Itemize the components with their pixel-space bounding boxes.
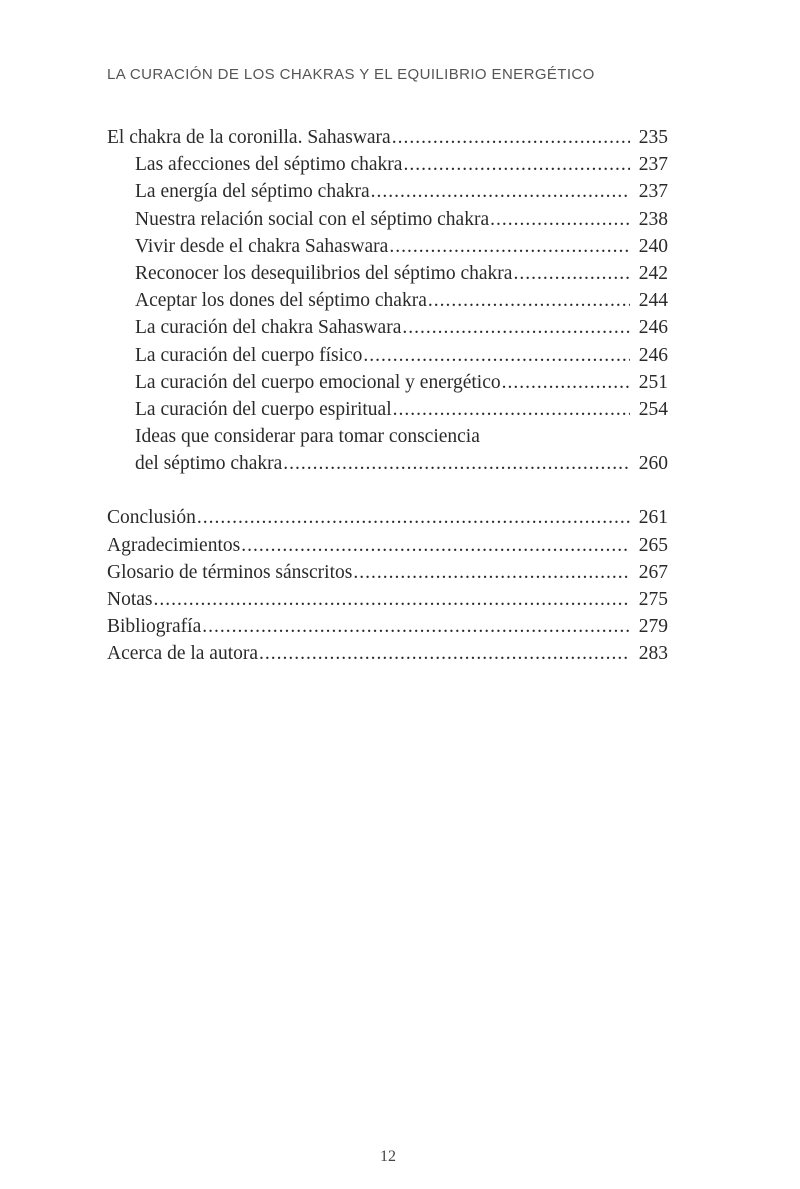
toc-entry-page: 246	[638, 317, 668, 339]
dot-leader	[502, 369, 630, 396]
table-of-contents	[107, 124, 668, 668]
toc-entry	[107, 369, 668, 396]
toc-entry	[107, 151, 668, 178]
toc-entry-title: Conclusión	[107, 507, 196, 529]
toc-entry-title: Agradecimientos	[107, 534, 241, 556]
toc-entry-page: 246	[638, 344, 668, 366]
toc-entry-page: 251	[638, 371, 668, 393]
dot-leader	[402, 314, 630, 341]
toc-entry-title: Las afecciones del séptimo chakra	[135, 154, 403, 176]
dot-leader	[259, 640, 630, 667]
running-head: LA CURACIÓN DE LOS CHAKRAS Y EL EQUILIBRIO ENERGÉTICO	[107, 66, 595, 83]
page-number: 12	[380, 1148, 396, 1165]
toc-entry-back-matter	[107, 613, 668, 640]
toc-entry-page: 267	[638, 561, 668, 583]
dot-leader	[353, 559, 630, 586]
dot-leader	[403, 151, 630, 178]
toc-entry	[107, 178, 668, 205]
toc-entry-page: 261	[638, 507, 668, 529]
toc-entry-back-matter	[107, 559, 668, 586]
dot-leader	[513, 260, 630, 287]
dot-leader	[393, 396, 630, 423]
toc-entry-back-matter	[107, 504, 668, 531]
toc-entry	[107, 287, 668, 314]
toc-entry-page: 275	[638, 589, 668, 610]
toc-entry-page: 279	[638, 616, 668, 638]
toc-entry-page: 260	[638, 453, 668, 475]
toc-entry-title: Bibliografía	[107, 616, 202, 638]
toc-entry-title: Notas	[107, 589, 153, 610]
toc-entry-back-matter	[107, 532, 668, 559]
toc-entry-page: 244	[638, 290, 668, 312]
toc-entry-section	[107, 124, 668, 151]
toc-entry-page: 237	[638, 154, 668, 176]
toc-entry-title-line2: del séptimo chakra	[135, 453, 283, 475]
toc-entry-title: La curación del cuerpo emocional y energético	[135, 371, 501, 393]
toc-entry-page: 237	[638, 181, 668, 203]
dot-leader	[363, 342, 630, 369]
toc-entry-title: La energía del séptimo chakra	[135, 181, 370, 203]
toc-entry-title-line1: Ideas que considerar para tomar consciencia	[135, 426, 480, 448]
toc-entry-title: La curación del chakra Sahaswara	[135, 317, 402, 339]
toc-entry-page: 254	[638, 398, 668, 420]
dot-leader	[371, 178, 630, 205]
toc-entry-page: 238	[638, 208, 668, 230]
toc-entry-page: 235	[638, 127, 668, 148]
dot-leader	[197, 504, 630, 531]
section-spacer	[107, 477, 668, 504]
toc-entry-page: 265	[638, 534, 668, 556]
dot-leader	[202, 613, 630, 640]
toc-entry-title: Vivir desde el chakra Sahaswara	[135, 235, 389, 257]
dot-leader	[490, 206, 630, 233]
toc-entry-title: Nuestra relación social con el séptimo chakra	[135, 208, 490, 230]
dot-leader	[283, 450, 630, 477]
toc-entry	[107, 342, 668, 369]
toc-entry-title: La curación del cuerpo físico	[135, 344, 363, 366]
dot-leader	[392, 124, 630, 151]
toc-entry-page: 283	[638, 643, 668, 665]
toc-entry-title: Reconocer los desequilibrios del séptimo chakra	[135, 262, 513, 284]
toc-entry-title: La curación del cuerpo espiritual	[135, 398, 392, 420]
toc-entry	[107, 206, 668, 233]
dot-leader	[154, 586, 631, 613]
dot-leader	[389, 233, 630, 260]
toc-entry	[107, 450, 668, 477]
toc-entry-title: Glosario de términos sánscritos	[107, 561, 353, 583]
toc-entry	[107, 233, 668, 260]
toc-entry-title: El chakra de la coronilla. Sahaswara	[107, 127, 391, 148]
toc-entry-back-matter	[107, 640, 668, 667]
toc-entry-title: Acerca de la autora	[107, 643, 259, 665]
toc-entry-page: 242	[638, 262, 668, 284]
toc-entry-title: Aceptar los dones del séptimo chakra	[135, 290, 427, 312]
toc-entry-back-matter	[107, 586, 668, 613]
toc-entry	[107, 260, 668, 287]
toc-entry-page: 240	[638, 235, 668, 257]
toc-entry	[107, 314, 668, 341]
toc-entry	[107, 396, 668, 423]
dot-leader	[241, 532, 630, 559]
dot-leader	[428, 287, 630, 314]
